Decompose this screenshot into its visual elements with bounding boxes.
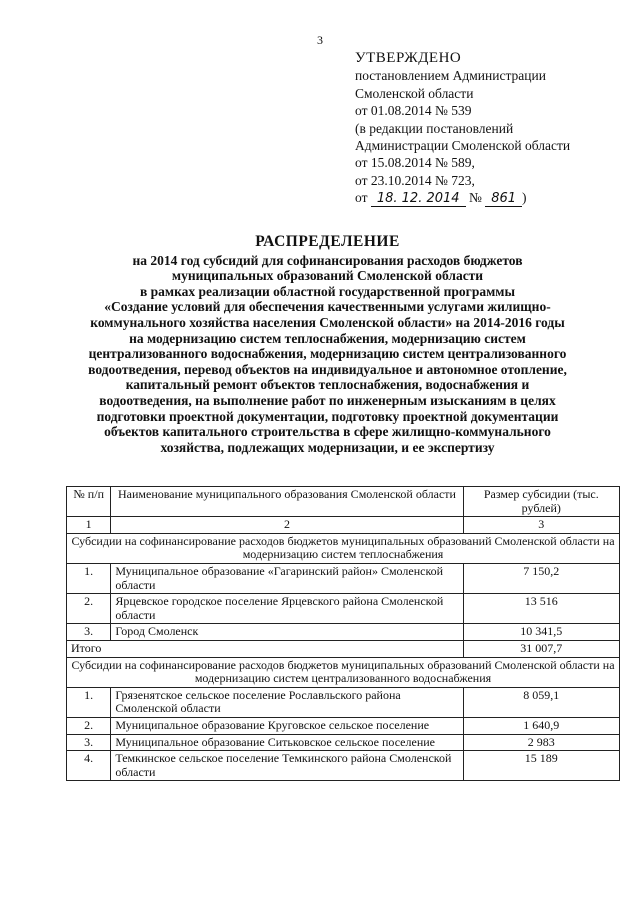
document-title-block [40, 234, 615, 455]
approval-line: (в редакции постановлений [355, 120, 514, 136]
table-row [67, 594, 620, 624]
approval-number-label: № [468, 190, 482, 206]
table-row [67, 751, 620, 781]
row-amount: 10 341,5 [463, 624, 619, 641]
table-header-row [67, 487, 620, 517]
table-row [67, 734, 620, 751]
row-name: Ярцевское городское поселение Ярцевского района Смоленской области [111, 594, 463, 624]
row-name: Грязенятское сельское поселение Рославльского района Смоленской области [111, 687, 463, 717]
section-heading-row [67, 533, 620, 563]
page-number: 3 [317, 33, 323, 47]
approval-line: Смоленской области [355, 85, 474, 101]
index-cell: 1 [67, 517, 111, 534]
title-line: «Создание условий для обеспечения качественными услугами жилищно- [104, 299, 551, 315]
row-num: 4. [67, 751, 111, 781]
approval-last-suffix: ) [522, 190, 527, 206]
title-line: объектов капитального строительства в сфере жилищно-коммунального [104, 424, 551, 440]
row-name: Муниципальное образование Круговское сельское поселение [111, 717, 463, 734]
header-num: № п/п [67, 487, 111, 517]
row-num: 2. [67, 717, 111, 734]
index-cell: 2 [111, 517, 463, 534]
row-amount: 2 983 [463, 734, 619, 751]
approval-line: Администрации Смоленской области [355, 138, 571, 154]
index-cell: 3 [463, 517, 619, 534]
header-name: Наименование муниципального образования Смоленской области [111, 487, 463, 517]
row-amount: 7 150,2 [463, 563, 619, 593]
total-label: Итого [67, 640, 464, 657]
title-line: водоотведения, перевод объектов на индивидуальное и автономное отопление, [88, 361, 567, 377]
handwritten-date: 18. 12. 2014 [371, 192, 466, 207]
row-num: 1. [67, 563, 111, 593]
row-amount: 15 189 [463, 751, 619, 781]
table-index-row [67, 517, 620, 534]
title-line: на модернизацию систем теплоснабжения, модернизацию систем [129, 330, 526, 346]
approval-line: от 23.10.2014 № 723, [355, 172, 475, 188]
table-row [67, 687, 620, 717]
total-row [67, 640, 620, 657]
document-title: РАСПРЕДЕЛЕНИЕ [255, 233, 400, 250]
row-num: 2. [67, 594, 111, 624]
table-row [67, 624, 620, 641]
header-amount: Размер субсидии (тыс. рублей) [463, 487, 619, 517]
title-line: водоотведения, на выполнение работ по инженерным изысканиям в целях [99, 392, 556, 408]
approval-stamp [355, 50, 625, 207]
section-heading: Субсидии на софинансирование расходов бюджетов муниципальных образований Смоленской области на модернизацию систем теплоснабжения [67, 533, 620, 563]
row-amount: 8 059,1 [463, 687, 619, 717]
approval-last-line [355, 189, 625, 207]
subsidy-table [66, 486, 620, 781]
section-heading-row [67, 657, 620, 687]
title-line: муниципальных образований Смоленской области [171, 268, 484, 284]
title-line: в рамках реализации областной государственной программы [139, 283, 516, 299]
approval-line: постановлением Администрации [355, 68, 546, 84]
row-name: Муниципальное образование «Гагаринский район» Смоленской области [111, 563, 463, 593]
approval-last-prefix: от [355, 190, 368, 206]
title-line: централизованного водоснабжения, модернизацию систем централизованного [88, 346, 567, 362]
row-num: 1. [67, 687, 111, 717]
row-num: 3. [67, 734, 111, 751]
row-name: Темкинское сельское поселение Темкинского района Смоленской области [111, 751, 463, 781]
total-amount: 31 007,7 [463, 640, 619, 657]
table-row [67, 563, 620, 593]
row-name: Город Смоленск [111, 624, 463, 641]
title-line: капитальный ремонт объектов теплоснабжения, водоснабжения и [125, 377, 530, 393]
row-num: 3. [67, 624, 111, 641]
row-name: Муниципальное образование Ситьковское сельское поселение [111, 734, 463, 751]
title-line: коммунального хозяйства населения Смоленской области» на 2014-2016 годы [90, 314, 565, 330]
title-line: подготовки проектной документации, подготовку проектной документации [96, 408, 559, 424]
title-line: на 2014 год субсидий для софинансирования расходов бюджетов [132, 252, 523, 268]
table-row [67, 717, 620, 734]
handwritten-number: 861 [485, 192, 522, 207]
approval-line: от 01.08.2014 № 539 [355, 103, 472, 119]
row-amount: 13 516 [463, 594, 619, 624]
row-amount: 1 640,9 [463, 717, 619, 734]
approval-line: от 15.08.2014 № 589, [355, 155, 475, 171]
approved-heading: УТВЕРЖДЕНО [355, 50, 462, 66]
title-line: хозяйства, подлежащих модернизации, и ее экспертизу [160, 439, 495, 455]
section-heading: Субсидии на софинансирование расходов бюджетов муниципальных образований Смоленской области на модернизацию систем централизованного водоснабжения [67, 657, 620, 687]
